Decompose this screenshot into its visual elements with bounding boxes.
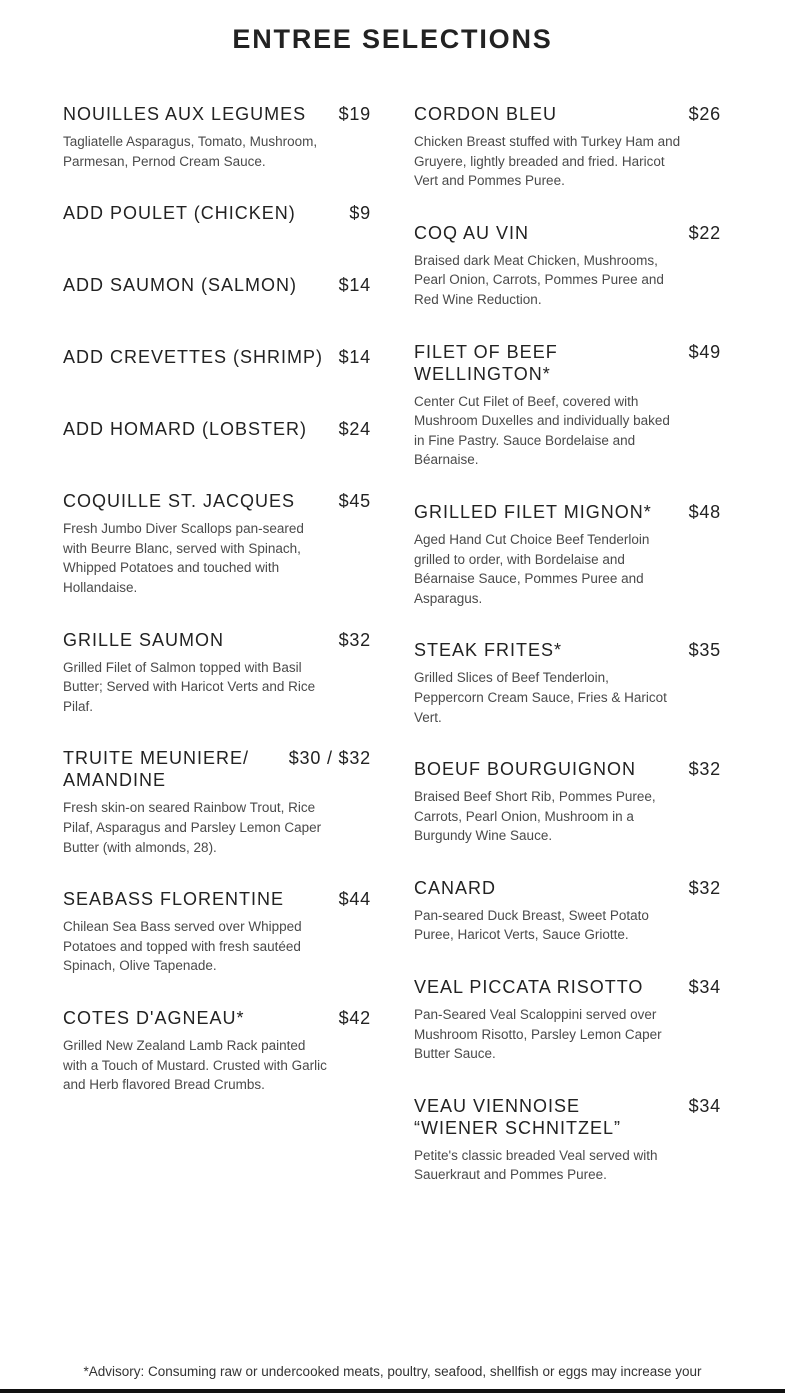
menu-item-add-poulet (63, 202, 371, 224)
item-description: Center Cut Filet of Beef, covered with Mushroom Duxelles and individually baked in Fine Pastry. Sauce Bordelaise and Béarnaise. (414, 393, 670, 468)
menu-item-add-homard (63, 418, 371, 440)
item-name: COTES D'AGNEAU* (63, 1007, 245, 1028)
bottom-divider (0, 1389, 785, 1393)
menu-item-nouilles-aux-legumes (63, 103, 371, 171)
menu-item-cordon-bleu (414, 103, 721, 191)
item-price: $26 (688, 104, 721, 124)
item-name: STEAK FRITES* (414, 640, 563, 661)
item-price: $19 (338, 104, 371, 124)
menu-item-truite-meuniere (63, 747, 371, 857)
item-name: CANARD (414, 877, 497, 898)
item-price: $48 (688, 501, 721, 522)
item-description: Grilled Filet of Salmon topped with Basil Butter; Served with Haricot Verts and Rice Pilaf. (63, 659, 316, 714)
item-description: Fresh Jumbo Diver Scallops pan-seared with Beurre Blanc, served with Spinach, Whipped Potatoes and touched with Hollandaise. (63, 521, 304, 595)
item-description: Chilean Sea Bass served over Whipped Potatoes and topped with fresh sautéed Spinach, Olive Tapenade. (63, 919, 302, 974)
menu-item-steak-frites (414, 639, 721, 727)
item-description: Chicken Breast stuffed with Turkey Ham and Gruyere, lightly breaded and fried. Haricot Vert and Pommes Puree. (414, 134, 681, 189)
item-name: NOUILLES AUX LEGUMES (63, 104, 307, 124)
item-price: $34 (688, 1095, 721, 1116)
item-price: $32 (688, 759, 721, 780)
item-description: Pan-Seared Veal Scaloppini served over Mushroom Risotto, Parsley Lemon Caper Butter Sauce. (414, 1007, 662, 1062)
item-price: $9 (349, 203, 371, 224)
item-name: GRILLED FILET MIGNON* (414, 501, 652, 522)
item-price: $32 (688, 877, 721, 898)
menu-item-seabass-florentine (63, 888, 371, 976)
item-name: VEAL PICCATA RISOTTO (414, 977, 644, 998)
page-title: ENTREE SELECTIONS (232, 24, 553, 54)
item-description: Aged Hand Cut Choice Beef Tenderloin grilled to order, with Bordelaise and Béarnaise Sauce, Pommes Puree and Asparagus. (414, 531, 650, 606)
item-name: VEAU VIENNOISE “WIENER SCHNITZEL” (414, 1095, 621, 1138)
item-price: $49 (688, 341, 721, 362)
menu-item-cotes-dagneau (63, 1007, 371, 1095)
item-description: Pan-seared Duck Breast, Sweet Potato Puree, Haricot Verts, Sauce Griotte. (414, 907, 649, 943)
left-menu-column (63, 103, 371, 1126)
item-description: Grilled New Zealand Lamb Rack painted with a Touch of Mustard. Crusted with Garlic and Herb flavored Bread Crumbs. (63, 1037, 327, 1093)
item-price: $30 / $32 (288, 748, 371, 769)
item-price: $32 (338, 629, 371, 650)
menu-item-veau-viennoise (414, 1095, 721, 1185)
item-description: Braised Beef Short Rib, Pommes Puree, Carrots, Pearl Onion, Mushroom in a Burgundy Wine Sauce. (414, 789, 656, 844)
item-name: ADD CREVETTES (SHRIMP) (63, 347, 324, 368)
item-price: $44 (338, 889, 371, 910)
menu-item-boeuf-bourguignon (414, 758, 721, 846)
item-price: $42 (338, 1007, 371, 1028)
menu-item-filet-of-beef-wellington (414, 341, 721, 470)
menu-item-canard (414, 877, 721, 945)
menu-item-veal-piccata-risotto (414, 976, 721, 1064)
item-price: $35 (688, 640, 721, 661)
item-description: Braised dark Meat Chicken, Mushrooms, Pearl Onion, Carrots, Pommes Puree and Red Wine Reduction. (414, 252, 664, 307)
right-menu-column (414, 103, 721, 1216)
item-name: GRILLE SAUMON (63, 629, 225, 650)
menu-item-add-crevettes (63, 346, 371, 368)
menu-item-coquille-st-jacques (63, 490, 371, 597)
item-name: ADD HOMARD (LOBSTER) (63, 419, 308, 440)
item-name: FILET OF BEEF WELLINGTON* (414, 341, 558, 384)
menu-item-coq-au-vin (414, 222, 721, 310)
item-price: $22 (688, 222, 721, 243)
item-name: SEABASS FLORENTINE (63, 889, 285, 910)
item-name: BOEUF BOURGUIGNON (414, 759, 637, 780)
item-price: $14 (338, 347, 371, 368)
item-name: ADD SAUMON (SALMON) (63, 275, 298, 296)
item-price: $34 (688, 977, 721, 998)
advisory-note: *Advisory: Consuming raw or undercooked meats, poultry, seafood, shellfish or eggs may increase your (83, 1364, 702, 1379)
item-description: Fresh skin-on seared Rainbow Trout, Rice Pilaf, Asparagus and Parsley Lemon Caper Butter (with almonds, 28). (63, 800, 322, 855)
menu-item-grille-saumon (63, 629, 371, 717)
item-name: COQ AU VIN (414, 222, 530, 243)
menu-item-grilled-filet-mignon (414, 501, 721, 608)
item-name: CORDON BLEU (414, 104, 558, 124)
item-description: Grilled Slices of Beef Tenderloin, Peppercorn Cream Sauce, Fries & Haricot Vert. (414, 670, 667, 725)
menu-item-add-saumon (63, 274, 371, 296)
item-description: Tagliatelle Asparagus, Tomato, Mushroom, Parmesan, Pernod Cream Sauce. (63, 134, 318, 169)
item-name: ADD POULET (CHICKEN) (63, 203, 296, 224)
item-name: COQUILLE ST. JACQUES (63, 491, 296, 512)
item-price: $45 (338, 491, 371, 512)
item-name: TRUITE MEUNIERE/ AMANDINE (63, 748, 250, 791)
item-price: $14 (338, 275, 371, 296)
item-price: $24 (338, 419, 371, 440)
item-description: Petite's classic breaded Veal served with Sauerkraut and Pommes Puree. (414, 1147, 658, 1183)
